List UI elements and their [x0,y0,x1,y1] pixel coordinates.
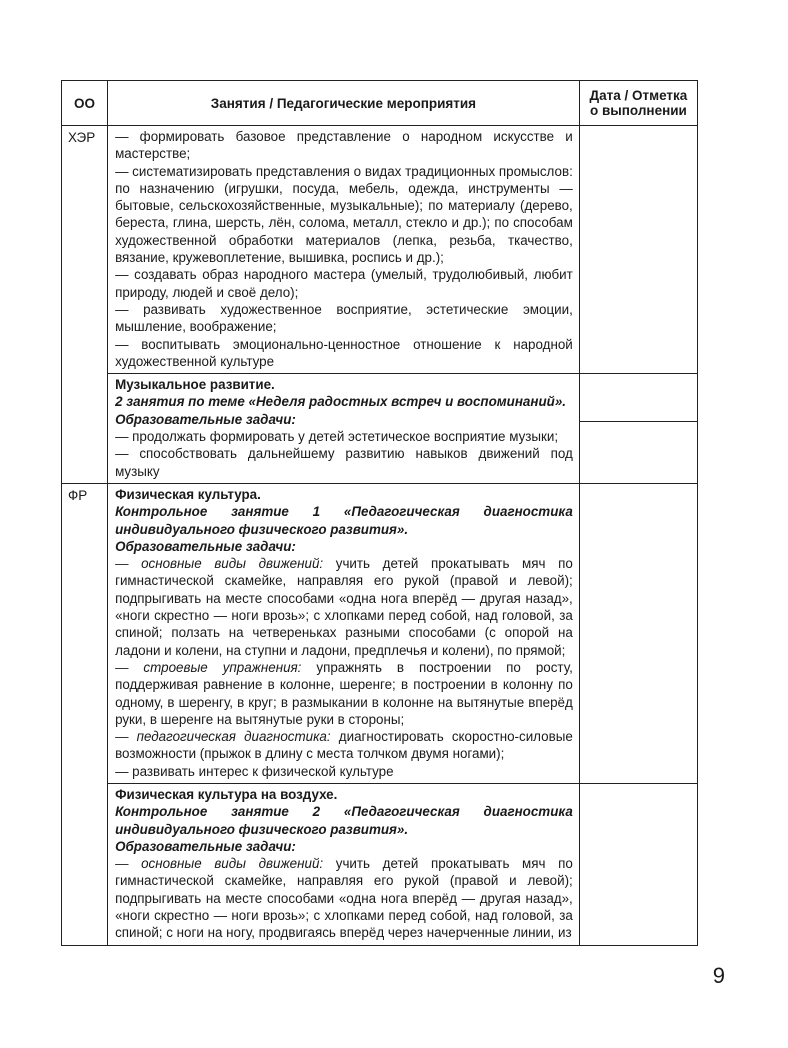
header-date-mark: Дата / Отметка о выполнении [579,81,697,126]
task-line: — способствовать дальнейшему развитию навыков движений под музыку [115,446,573,479]
lesson-plan-table [61,80,698,946]
task-line: — продолжать формировать у детей эстетическое восприятие музыки; [115,429,559,445]
mark-cell[interactable] [579,483,697,783]
activity-cell [108,783,580,945]
activity-title: Музыкальное развитие. [115,377,275,393]
task-text: упражнять в построении по росту, поддерживая равнение в колонне, шеренге; в построении в колонну по одному, в шеренгу, в круг; в размыкании в колонне на вытянутые вперёд руки, в шеренге на вытянутые руки в стороны; [115,659,573,727]
task-lead: — основные виды движений: [115,856,324,872]
activity-subtitle: 2 занятия по теме «Неделя радостных встреч и воспоминаний». [115,394,566,410]
activity-cell [108,483,580,783]
activity-cell [108,126,580,374]
task-lead: — основные виды движений: [115,556,324,572]
header-oo: ОО [62,81,108,126]
task-lead: — строевые упражнения: [115,659,302,675]
page-number: 9 [712,963,725,988]
tasks-label: Образовательные задачи: [115,538,296,554]
activity-cell [108,374,580,484]
task-line [115,555,573,659]
activity-subtitle: Контрольное занятие 1 «Педагогическая диагностика индивидуального физического развития». [115,504,573,537]
task-line [115,763,573,780]
activity-subtitle: Контрольное занятие 2 «Педагогическая диагностика индивидуального физического развития». [115,804,573,837]
tasks-label: Образовательные задачи: [115,411,296,427]
task-line: — систематизировать представления о видах традиционных промыслов: по назначению (игрушки, посуда, мебель, одежда, инструменты — бытовые, сельскохозяйственные, музыкальные); по материалу (дерево, береста, глина, шерсть, лён, солома, металл, стекло и др.); по способам художественной обработки материалов (лепка, резьба, ткачество, вязание, кружевоплетение, вышивка, роспись и др.); [115,163,573,266]
activity-title: Физическая культура на воздухе. [115,786,338,802]
area-code: ФР [62,483,108,945]
table-header-row [62,81,698,126]
area-code: ХЭР [62,126,108,484]
table-row [62,783,698,945]
table-row [62,483,698,783]
task-text: — развивать интерес к физической культуре [115,763,394,779]
task-line [115,659,573,728]
tasks-label: Образовательные задачи: [115,838,296,854]
task-text: учить детей прокатывать мяч по гимнастической скамейке, направляя его рукой (правой и левой); подпрыгивать на месте способами «одна нога вперёд — другая назад», «ноги скрестно — ноги врозь»; с хлопками перед собой, над головой, за спиной; с ноги на ногу, продвигаясь вперёд через начерченные линии, из [115,856,573,941]
task-line: — развивать художественное восприятие, эстетические эмоции, мышление, воображение; [115,301,573,335]
mark-cell[interactable] [579,783,697,945]
table-row [62,374,698,484]
task-line [115,728,573,763]
task-line: — создавать образ народного мастера (умелый, трудолюбивый, любит природу, людей и своё дело); [115,267,573,300]
task-lead: — педагогическая диагностика: [115,729,331,745]
mark-cell[interactable] [579,374,697,484]
table-row [62,126,698,374]
activity-title: Физическая культура. [115,486,261,502]
task-line: — формировать базовое представление о народном искусстве и мастерстве; [115,129,573,162]
task-text: диагностировать скоростно-силовые возможности (прыжок в длину с места толчком двумя ногами); [115,729,573,762]
task-line [115,855,573,941]
task-line: — воспитывать эмоционально-ценностное отношение к народной художественной культуре [115,336,573,369]
mark-cell-upper[interactable] [580,374,697,422]
header-activities: Занятия / Педагогические мероприятия [108,81,580,126]
mark-cell[interactable] [579,126,697,374]
task-text: учить детей прокатывать мяч по гимнастической скамейке, направляя его рукой (правой и левой); подпрыгивать на месте способами «одна нога вперёд — другая назад», «ноги скрестно — ноги врозь»; с хлопками перед собой, над головой, за спиной; ползать на четвереньках разными способами (с опорой на ладони и колени, на ступни и ладони, предплечья и колени), по прямой; [115,556,573,658]
